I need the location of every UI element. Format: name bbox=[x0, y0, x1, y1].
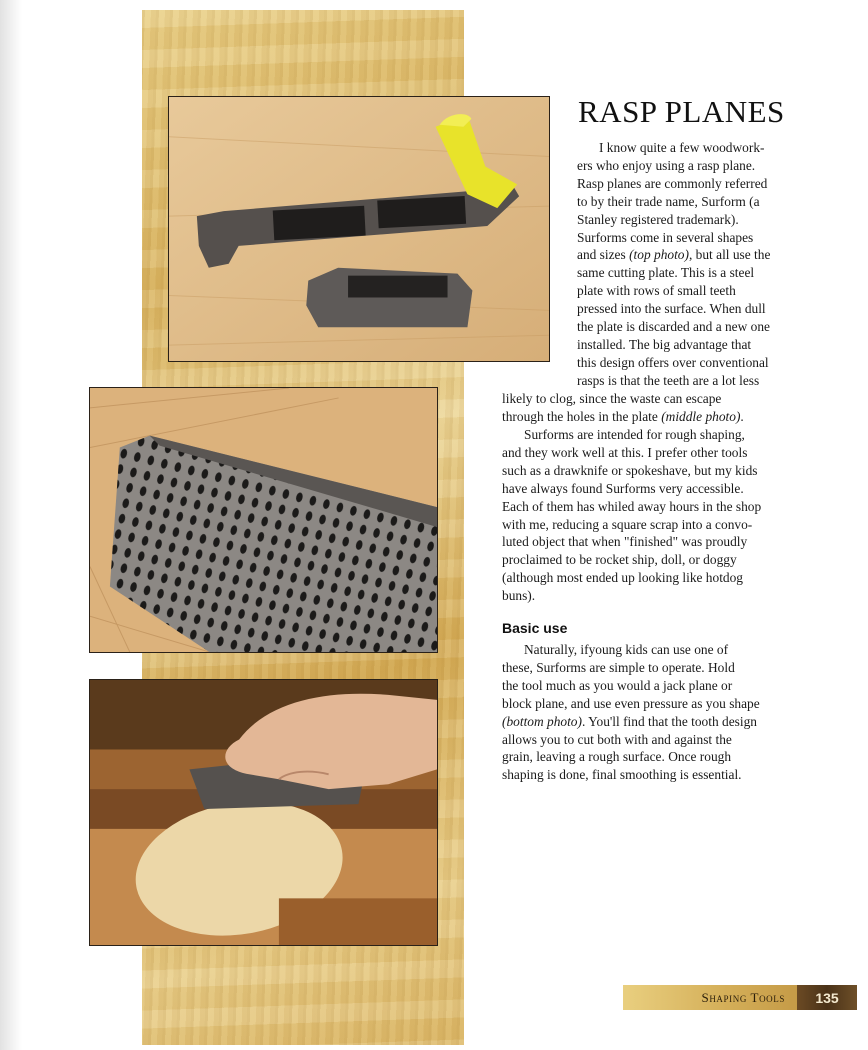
text-line-main: and sizes bbox=[577, 247, 626, 263]
text-line-main: block plane, and use even pressure as you shape bbox=[502, 695, 760, 711]
intro-paragraph-narrow bbox=[577, 139, 801, 390]
text-line bbox=[577, 229, 801, 247]
text-line bbox=[502, 677, 802, 695]
text-line-main: Surforms come in several shapes bbox=[577, 229, 754, 245]
text-line-main: plate with rows of small teeth bbox=[577, 283, 736, 299]
text-line bbox=[502, 480, 802, 498]
text-line-main: grain, leaving a rough surface. Once rough bbox=[502, 749, 732, 765]
text-line-main: this design offers over conventional bbox=[577, 354, 769, 370]
text-line bbox=[577, 139, 801, 157]
photo-reference: (middle photo) bbox=[661, 408, 741, 424]
basic-use-heading: Basic use bbox=[502, 620, 568, 636]
photo-reference: (bottom photo) bbox=[502, 713, 582, 729]
text-line-main: the plate is discarded and a new one bbox=[577, 319, 770, 335]
text-line bbox=[502, 444, 802, 462]
photo-surform-planes bbox=[168, 96, 550, 362]
text-line bbox=[502, 390, 802, 408]
text-line-main: buns). bbox=[502, 588, 536, 604]
text-line-main: allows you to cut both with and against the bbox=[502, 731, 732, 747]
text-line bbox=[502, 569, 802, 587]
text-line bbox=[502, 713, 802, 731]
text-line-main: rasps is that the teeth are a lot less bbox=[577, 372, 760, 388]
text-line bbox=[502, 766, 802, 784]
text-line-main: likely to clog, since the waste can escape bbox=[502, 391, 722, 406]
text-line-main: through the holes in the plate bbox=[502, 408, 658, 424]
text-line-main: luted object that when "finished" was proudly bbox=[502, 534, 748, 550]
text-line-main: Rasp planes are commonly referred bbox=[577, 175, 768, 191]
text-line-main: shaping is done, final smoothing is essential. bbox=[502, 767, 742, 783]
text-line-main: Naturally, ifyoung kids can use one of bbox=[524, 642, 729, 657]
intro-paragraph-wide bbox=[502, 390, 802, 426]
text-line bbox=[577, 282, 801, 300]
text-line bbox=[502, 516, 802, 534]
text-line-main: and they work well at this. I prefer other tools bbox=[502, 444, 748, 460]
text-line bbox=[502, 551, 802, 569]
text-line-main: pressed into the surface. When dull bbox=[577, 301, 766, 317]
text-line bbox=[502, 695, 802, 713]
text-line bbox=[577, 211, 801, 229]
text-line bbox=[502, 587, 802, 605]
text-line bbox=[502, 408, 802, 426]
text-line bbox=[502, 462, 802, 480]
text-line bbox=[577, 193, 801, 211]
photo-cutting-plate-closeup bbox=[89, 387, 438, 653]
text-line bbox=[577, 175, 801, 193]
text-line bbox=[502, 641, 802, 659]
text-line bbox=[502, 731, 802, 749]
photo-hand-shaping bbox=[89, 679, 438, 946]
text-line bbox=[577, 372, 801, 390]
text-line-main: the tool much as you would a jack plane or bbox=[502, 677, 733, 693]
text-line-main: have always found Surforms very accessible. bbox=[502, 480, 744, 496]
basic-use-paragraph bbox=[502, 641, 802, 784]
text-line bbox=[577, 246, 801, 264]
text-line bbox=[502, 498, 802, 516]
text-line-tail: . bbox=[740, 408, 744, 424]
book-spine-shadow bbox=[0, 0, 22, 1050]
text-line bbox=[577, 157, 801, 175]
text-line-main: to by their trade name, Surform (a bbox=[577, 193, 760, 209]
text-line-main: I know quite a few woodwork- bbox=[599, 140, 765, 155]
page-footer bbox=[623, 985, 857, 1010]
text-line-main: ers who enjoy using a rasp plane. bbox=[577, 157, 756, 173]
text-line-main: (although most ended up looking like hotdog bbox=[502, 570, 744, 586]
text-line-main: Each of them has whiled away hours in the shop bbox=[502, 498, 762, 514]
text-line-main: proclaimed to be rocket ship, doll, or doggy bbox=[502, 552, 737, 568]
text-line bbox=[502, 426, 802, 444]
text-line-main: Stanley registered trademark). bbox=[577, 211, 739, 227]
text-line-tail: , but all use the bbox=[688, 247, 771, 263]
text-line-main: with me, reducing a square scrap into a convo- bbox=[502, 516, 753, 532]
text-line bbox=[577, 264, 801, 282]
text-line-tail: . You'll find that the tooth design bbox=[581, 713, 757, 729]
text-line-main: same cutting plate. This is a steel bbox=[577, 265, 755, 281]
text-line bbox=[577, 318, 801, 336]
page-number: 135 bbox=[797, 985, 857, 1010]
text-line-main: Surforms are intended for rough shaping, bbox=[524, 427, 745, 442]
text-line bbox=[577, 336, 801, 354]
article-title: RASP PLANES bbox=[578, 94, 785, 129]
photo-reference: (top photo) bbox=[629, 247, 689, 263]
footer-section-label: Shaping Tools bbox=[623, 985, 797, 1010]
text-line bbox=[577, 354, 801, 372]
text-line bbox=[502, 659, 802, 677]
text-line bbox=[502, 533, 802, 551]
text-line-main: these, Surforms are simple to operate. Hold bbox=[502, 659, 735, 675]
surforms-shaping-paragraph bbox=[502, 426, 802, 605]
text-line bbox=[577, 300, 801, 318]
text-line-main: installed. The big advantage that bbox=[577, 336, 752, 352]
text-line-main: such as a drawknife or spokeshave, but my kids bbox=[502, 462, 758, 478]
text-line bbox=[502, 748, 802, 766]
